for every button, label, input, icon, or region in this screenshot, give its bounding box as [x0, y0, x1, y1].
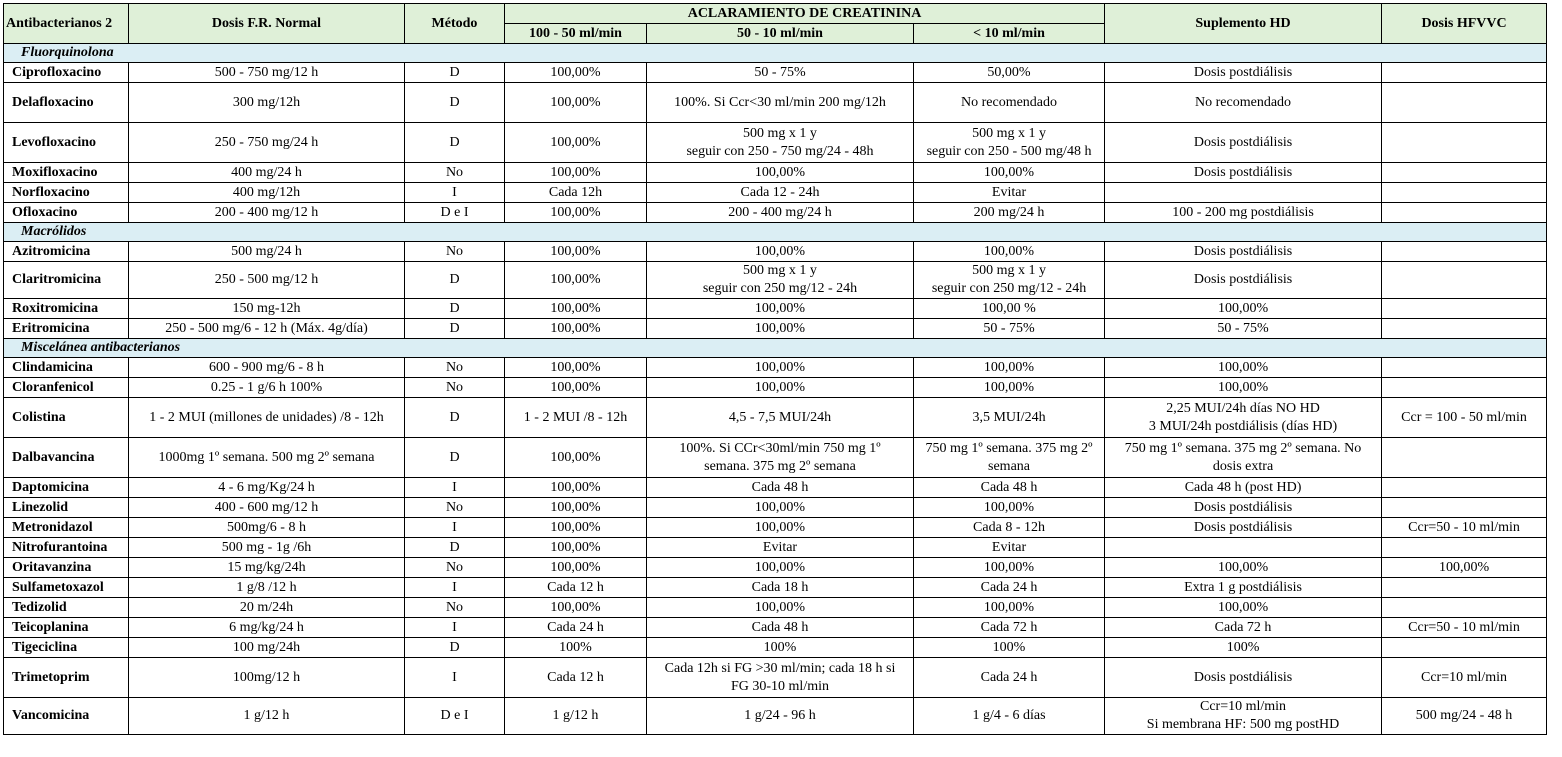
hd-supplement-cell: 100,00% — [1105, 358, 1382, 378]
clearance-100-50-cell: 100,00% — [505, 299, 647, 319]
hd-supplement-line: 750 mg 1º semana. 375 mg 2º semana. No — [1124, 440, 1362, 456]
table-row — [4, 83, 1547, 123]
clearance-100-50-cell: 100,00% — [505, 123, 647, 163]
clearance-50-10-cell: 1 g/24 - 96 h — [647, 698, 914, 735]
hfvvc-dose-cell — [1382, 203, 1547, 223]
hfvvc-dose-cell — [1382, 299, 1547, 319]
hd-supplement-cell: Cada 48 h (post HD) — [1105, 478, 1382, 498]
header-clearance-50-10: 50 - 10 ml/min — [647, 24, 914, 44]
clearance-under-10-cell: Evitar — [914, 183, 1105, 203]
hd-supplement-cell: Extra 1 g postdiálisis — [1105, 578, 1382, 598]
header-creatinine-clearance: ACLARAMIENTO DE CREATININA — [505, 4, 1105, 24]
clearance-under-10-cell: 100% — [914, 638, 1105, 658]
clearance-50-10-cell: 4,5 - 7,5 MUI/24h — [647, 398, 914, 438]
hd-supplement-cell: 100,00% — [1105, 598, 1382, 618]
clearance-50-10-line: semana. 375 mg 2º semana — [704, 458, 856, 474]
clearance-100-50-cell: 100,00% — [505, 598, 647, 618]
clearance-50-10-cell: 100,00% — [647, 518, 914, 538]
hd-supplement-cell — [1105, 398, 1382, 438]
clearance-50-10-cell: Cada 12 - 24h — [647, 183, 914, 203]
drug-dosing-table — [3, 3, 1547, 735]
method-cell: No — [405, 242, 505, 262]
hd-supplement-cell: Dosis postdiálisis — [1105, 498, 1382, 518]
clearance-100-50-cell: 100,00% — [505, 558, 647, 578]
clearance-50-10-cell: Cada 18 h — [647, 578, 914, 598]
clearance-under-10-cell: 100,00% — [914, 498, 1105, 518]
clearance-under-10-cell: Cada 8 - 12h — [914, 518, 1105, 538]
clearance-under-10-line: 500 mg x 1 y — [972, 125, 1046, 141]
normal-dose-cell: 250 - 750 mg/24 h — [129, 123, 405, 163]
clearance-50-10-line: seguir con 250 mg/12 - 24h — [702, 281, 858, 296]
clearance-100-50-cell: 100,00% — [505, 438, 647, 478]
table-row — [4, 558, 1547, 578]
normal-dose-cell: 500mg/6 - 8 h — [129, 518, 405, 538]
clearance-100-50-cell: 100,00% — [505, 358, 647, 378]
hd-supplement-cell: Dosis postdiálisis — [1105, 658, 1382, 698]
hfvvc-dose-cell — [1382, 578, 1547, 598]
drug-name-cell: Eritromicina — [4, 319, 129, 339]
drug-name-cell: Vancomicina — [4, 698, 129, 735]
method-cell: No — [405, 358, 505, 378]
drug-name-cell: Nitrofurantoina — [4, 538, 129, 558]
hfvvc-dose-cell — [1382, 183, 1547, 203]
hd-supplement-line: 3 MUI/24h postdiálisis (días HD) — [1148, 418, 1338, 434]
table-row — [4, 578, 1547, 598]
drug-name-cell: Ciprofloxacino — [4, 63, 129, 83]
table-row — [4, 538, 1547, 558]
clearance-100-50-cell: 100,00% — [505, 319, 647, 339]
clearance-100-50-cell: Cada 12h — [505, 183, 647, 203]
hfvvc-dose-cell: 500 mg/24 - 48 h — [1382, 698, 1547, 735]
method-cell: No — [405, 558, 505, 578]
clearance-50-10-cell: 100,00% — [647, 498, 914, 518]
section-row — [4, 223, 1547, 242]
hfvvc-dose-cell: Ccr=10 ml/min — [1382, 658, 1547, 698]
hd-supplement-cell: No recomendado — [1105, 83, 1382, 123]
clearance-50-10-cell — [647, 262, 914, 299]
method-cell: D e I — [405, 203, 505, 223]
clearance-50-10-cell: 100,00% — [647, 319, 914, 339]
table-row — [4, 123, 1547, 163]
clearance-100-50-cell: 100% — [505, 638, 647, 658]
hfvvc-dose-cell — [1382, 638, 1547, 658]
normal-dose-cell: 0.25 - 1 g/6 h 100% — [129, 378, 405, 398]
header-clearance-under-10: < 10 ml/min — [914, 24, 1105, 44]
hfvvc-dose-cell — [1382, 538, 1547, 558]
method-cell: D — [405, 638, 505, 658]
method-cell: D — [405, 83, 505, 123]
clearance-under-10-cell: Cada 24 h — [914, 658, 1105, 698]
clearance-100-50-cell: 100,00% — [505, 538, 647, 558]
clearance-under-10-cell: 1 g/4 - 6 días — [914, 698, 1105, 735]
drug-name-cell: Roxitromicina — [4, 299, 129, 319]
method-cell: I — [405, 183, 505, 203]
hd-supplement-cell: Dosis postdiálisis — [1105, 518, 1382, 538]
normal-dose-cell: 200 - 400 mg/12 h — [129, 203, 405, 223]
clearance-under-10-cell: No recomendado — [914, 83, 1105, 123]
method-cell: D e I — [405, 698, 505, 735]
clearance-100-50-cell: 100,00% — [505, 498, 647, 518]
normal-dose-cell: 300 mg/12h — [129, 83, 405, 123]
method-cell: D — [405, 438, 505, 478]
normal-dose-cell: 500 - 750 mg/12 h — [129, 63, 405, 83]
hfvvc-dose-cell — [1382, 163, 1547, 183]
clearance-under-10-cell: Cada 48 h — [914, 478, 1105, 498]
normal-dose-cell: 20 m/24h — [129, 598, 405, 618]
hd-supplement-cell: 100,00% — [1105, 378, 1382, 398]
drug-name-cell: Delafloxacino — [4, 83, 129, 123]
method-cell: No — [405, 598, 505, 618]
clearance-under-10-cell — [914, 262, 1105, 299]
section-title: Macrólidos — [4, 223, 1547, 242]
table-row — [4, 358, 1547, 378]
clearance-50-10-line: 100%. Si CCr<30ml/min 750 mg 1º — [679, 440, 881, 456]
clearance-50-10-cell: 100,00% — [647, 163, 914, 183]
clearance-100-50-cell: 100,00% — [505, 378, 647, 398]
clearance-under-10-cell: Cada 24 h — [914, 578, 1105, 598]
clearance-under-10-cell: 100,00% — [914, 358, 1105, 378]
hd-supplement-line: 2,25 MUI/24h días NO HD — [1166, 400, 1320, 416]
hfvvc-dose-cell: 100,00% — [1382, 558, 1547, 578]
table-row — [4, 183, 1547, 203]
clearance-100-50-cell: 100,00% — [505, 518, 647, 538]
drug-name-cell: Daptomicina — [4, 478, 129, 498]
header-method: Método — [405, 4, 505, 44]
clearance-under-10-line: seguir con 250 mg/12 - 24h — [931, 281, 1087, 296]
hfvvc-dose-cell — [1382, 498, 1547, 518]
drug-name-cell: Cloranfenicol — [4, 378, 129, 398]
table-row — [4, 299, 1547, 319]
clearance-under-10-line: semana — [988, 458, 1030, 474]
method-cell: I — [405, 578, 505, 598]
hd-supplement-line: Si membrana HF: 500 mg postHD — [1146, 717, 1340, 732]
method-cell: No — [405, 498, 505, 518]
clearance-50-10-cell: 100,00% — [647, 242, 914, 262]
clearance-100-50-cell: 1 g/12 h — [505, 698, 647, 735]
drug-name-cell: Trimetoprim — [4, 658, 129, 698]
hd-supplement-cell: 100% — [1105, 638, 1382, 658]
hfvvc-dose-cell — [1382, 63, 1547, 83]
normal-dose-cell: 500 mg - 1g /6h — [129, 538, 405, 558]
hd-supplement-cell: 50 - 75% — [1105, 319, 1382, 339]
clearance-50-10-cell: 200 - 400 mg/24 h — [647, 203, 914, 223]
method-cell: D — [405, 319, 505, 339]
drug-name-cell: Tedizolid — [4, 598, 129, 618]
clearance-50-10-line: 500 mg x 1 y — [743, 263, 817, 278]
clearance-50-10-cell: 100,00% — [647, 358, 914, 378]
hfvvc-dose-cell — [1382, 358, 1547, 378]
normal-dose-cell: 15 mg/kg/24h — [129, 558, 405, 578]
table-row — [4, 319, 1547, 339]
hfvvc-dose-cell: Ccr=50 - 10 ml/min — [1382, 518, 1547, 538]
table-body — [4, 44, 1547, 735]
normal-dose-cell: 250 - 500 mg/6 - 12 h (Máx. 4g/día) — [129, 319, 405, 339]
normal-dose-cell: 1000mg 1º semana. 500 mg 2º semana — [129, 438, 405, 478]
clearance-under-10-cell — [914, 123, 1105, 163]
drug-name-cell: Colistina — [4, 398, 129, 438]
clearance-100-50-cell: 1 - 2 MUI /8 - 12h — [505, 398, 647, 438]
drug-name-cell: Teicoplanina — [4, 618, 129, 638]
hd-supplement-cell: Dosis postdiálisis — [1105, 123, 1382, 163]
table-row — [4, 478, 1547, 498]
table-row — [4, 262, 1547, 299]
hd-supplement-cell: Cada 72 h — [1105, 618, 1382, 638]
clearance-100-50-cell: 100,00% — [505, 63, 647, 83]
section-title: Fluorquinolona — [4, 44, 1547, 63]
table-row — [4, 378, 1547, 398]
hfvvc-dose-cell — [1382, 478, 1547, 498]
drug-name-cell: Ofloxacino — [4, 203, 129, 223]
hd-supplement-cell — [1105, 438, 1382, 478]
method-cell: D — [405, 398, 505, 438]
table-row — [4, 398, 1547, 438]
method-cell: D — [405, 63, 505, 83]
table-row — [4, 163, 1547, 183]
clearance-100-50-cell: 100,00% — [505, 83, 647, 123]
table-row — [4, 242, 1547, 262]
method-cell: I — [405, 658, 505, 698]
clearance-50-10-cell — [647, 658, 914, 698]
table-row — [4, 598, 1547, 618]
normal-dose-cell: 400 mg/24 h — [129, 163, 405, 183]
method-cell: D — [405, 262, 505, 299]
clearance-under-10-cell: 100,00% — [914, 598, 1105, 618]
hfvvc-dose-cell — [1382, 598, 1547, 618]
hfvvc-dose-cell: Ccr = 100 - 50 ml/min — [1382, 398, 1547, 438]
hfvvc-dose-cell — [1382, 123, 1547, 163]
normal-dose-cell: 1 - 2 MUI (millones de unidades) /8 - 12h — [129, 398, 405, 438]
hd-supplement-line: Ccr=10 ml/min — [1200, 699, 1287, 714]
clearance-100-50-cell: 100,00% — [505, 163, 647, 183]
hd-supplement-cell: 100,00% — [1105, 299, 1382, 319]
clearance-100-50-cell: 100,00% — [505, 262, 647, 299]
clearance-100-50-cell: 100,00% — [505, 478, 647, 498]
drug-name-cell: Tigeciclina — [4, 638, 129, 658]
drug-name-cell: Azitromicina — [4, 242, 129, 262]
clearance-50-10-cell: 50 - 75% — [647, 63, 914, 83]
drug-name-cell: Moxifloxacino — [4, 163, 129, 183]
table-row — [4, 498, 1547, 518]
clearance-50-10-cell: Cada 48 h — [647, 618, 914, 638]
hd-supplement-cell — [1105, 183, 1382, 203]
hd-supplement-cell: Dosis postdiálisis — [1105, 163, 1382, 183]
hd-supplement-line: dosis extra — [1212, 458, 1274, 474]
clearance-50-10-cell: 100,00% — [647, 598, 914, 618]
normal-dose-cell: 100mg/12 h — [129, 658, 405, 698]
drug-name-cell: Sulfametoxazol — [4, 578, 129, 598]
clearance-under-10-cell: 50,00% — [914, 63, 1105, 83]
clearance-under-10-cell: Evitar — [914, 538, 1105, 558]
normal-dose-cell: 250 - 500 mg/12 h — [129, 262, 405, 299]
clearance-50-10-cell: 100,00% — [647, 378, 914, 398]
header-clearance-100-50: 100 - 50 ml/min — [505, 24, 647, 44]
table-row — [4, 698, 1547, 735]
normal-dose-cell: 1 g/8 /12 h — [129, 578, 405, 598]
clearance-50-10-cell: 100% — [647, 638, 914, 658]
table-row — [4, 658, 1547, 698]
clearance-50-10-line: Cada 12h si FG >30 ml/min; cada 18 h si — [664, 660, 896, 676]
drug-name-cell: Claritromicina — [4, 262, 129, 299]
clearance-under-10-cell — [914, 438, 1105, 478]
clearance-under-10-cell: 100,00% — [914, 558, 1105, 578]
section-row — [4, 339, 1547, 358]
table-row — [4, 438, 1547, 478]
method-cell: No — [405, 163, 505, 183]
normal-dose-cell: 1 g/12 h — [129, 698, 405, 735]
table-row — [4, 618, 1547, 638]
clearance-under-10-cell: 100,00% — [914, 163, 1105, 183]
normal-dose-cell: 100 mg/24h — [129, 638, 405, 658]
drug-name-cell: Clindamicina — [4, 358, 129, 378]
hfvvc-dose-cell: Ccr=50 - 10 ml/min — [1382, 618, 1547, 638]
drug-name-cell: Metronidazol — [4, 518, 129, 538]
drug-name-cell: Dalbavancina — [4, 438, 129, 478]
clearance-under-10-cell: 100,00 % — [914, 299, 1105, 319]
normal-dose-cell: 150 mg-12h — [129, 299, 405, 319]
normal-dose-cell: 4 - 6 mg/Kg/24 h — [129, 478, 405, 498]
drug-name-cell: Oritavanzina — [4, 558, 129, 578]
drug-name-cell: Norfloxacino — [4, 183, 129, 203]
clearance-50-10-cell — [647, 438, 914, 478]
header-hd-supplement: Suplemento HD — [1105, 4, 1382, 44]
table-row — [4, 63, 1547, 83]
drug-name-cell: Levofloxacino — [4, 123, 129, 163]
hd-supplement-cell — [1105, 538, 1382, 558]
hd-supplement-cell: 100,00% — [1105, 558, 1382, 578]
clearance-100-50-cell: Cada 12 h — [505, 578, 647, 598]
section-row — [4, 44, 1547, 63]
normal-dose-cell: 400 mg/12h — [129, 183, 405, 203]
method-cell: I — [405, 478, 505, 498]
clearance-under-10-cell: Cada 72 h — [914, 618, 1105, 638]
hd-supplement-cell: 100 - 200 mg postdiálisis — [1105, 203, 1382, 223]
table-row — [4, 203, 1547, 223]
table-row — [4, 518, 1547, 538]
clearance-50-10-cell: 100,00% — [647, 299, 914, 319]
clearance-under-10-line: 750 mg 1º semana. 375 mg 2º — [925, 440, 1093, 456]
clearance-50-10-cell: Evitar — [647, 538, 914, 558]
normal-dose-cell: 500 mg/24 h — [129, 242, 405, 262]
section-title: Miscelánea antibacterianos — [4, 339, 1547, 358]
hfvvc-dose-cell — [1382, 83, 1547, 123]
hfvvc-dose-cell — [1382, 262, 1547, 299]
drug-name-cell: Linezolid — [4, 498, 129, 518]
clearance-100-50-cell: Cada 12 h — [505, 658, 647, 698]
clearance-50-10-line: 500 mg x 1 y — [743, 125, 817, 141]
hd-supplement-cell: Dosis postdiálisis — [1105, 63, 1382, 83]
clearance-50-10-cell: 100%. Si Ccr<30 ml/min 200 mg/12h — [647, 83, 914, 123]
clearance-under-10-cell: 200 mg/24 h — [914, 203, 1105, 223]
clearance-50-10-line: seguir con 250 - 750 mg/24 - 48h — [686, 143, 874, 159]
hd-supplement-cell: Dosis postdiálisis — [1105, 262, 1382, 299]
clearance-under-10-cell: 3,5 MUI/24h — [914, 398, 1105, 438]
method-cell: D — [405, 123, 505, 163]
method-cell: D — [405, 299, 505, 319]
header-drug: Antibacterianos 2 — [4, 4, 129, 44]
clearance-under-10-line: seguir con 250 - 500 mg/48 h — [926, 143, 1092, 159]
clearance-50-10-line: FG 30-10 ml/min — [730, 678, 829, 694]
method-cell: No — [405, 378, 505, 398]
header-normal-dose: Dosis F.R. Normal — [129, 4, 405, 44]
table-row — [4, 638, 1547, 658]
hd-supplement-cell — [1105, 698, 1382, 735]
clearance-under-10-cell: 100,00% — [914, 242, 1105, 262]
hfvvc-dose-cell — [1382, 242, 1547, 262]
clearance-100-50-cell: 100,00% — [505, 242, 647, 262]
normal-dose-cell: 400 - 600 mg/12 h — [129, 498, 405, 518]
clearance-100-50-cell: Cada 24 h — [505, 618, 647, 638]
clearance-50-10-cell: Cada 48 h — [647, 478, 914, 498]
method-cell: I — [405, 518, 505, 538]
hfvvc-dose-cell — [1382, 378, 1547, 398]
normal-dose-cell: 6 mg/kg/24 h — [129, 618, 405, 638]
method-cell: I — [405, 618, 505, 638]
hd-supplement-cell: Dosis postdiálisis — [1105, 242, 1382, 262]
clearance-50-10-cell: 100,00% — [647, 558, 914, 578]
clearance-under-10-cell: 100,00% — [914, 378, 1105, 398]
clearance-100-50-cell: 100,00% — [505, 203, 647, 223]
hfvvc-dose-cell — [1382, 438, 1547, 478]
method-cell: D — [405, 538, 505, 558]
clearance-under-10-cell: 50 - 75% — [914, 319, 1105, 339]
clearance-50-10-cell — [647, 123, 914, 163]
hfvvc-dose-cell — [1382, 319, 1547, 339]
header-hfvvc-dose: Dosis HFVVC — [1382, 4, 1547, 44]
clearance-under-10-line: 500 mg x 1 y — [972, 263, 1046, 278]
normal-dose-cell: 600 - 900 mg/6 - 8 h — [129, 358, 405, 378]
